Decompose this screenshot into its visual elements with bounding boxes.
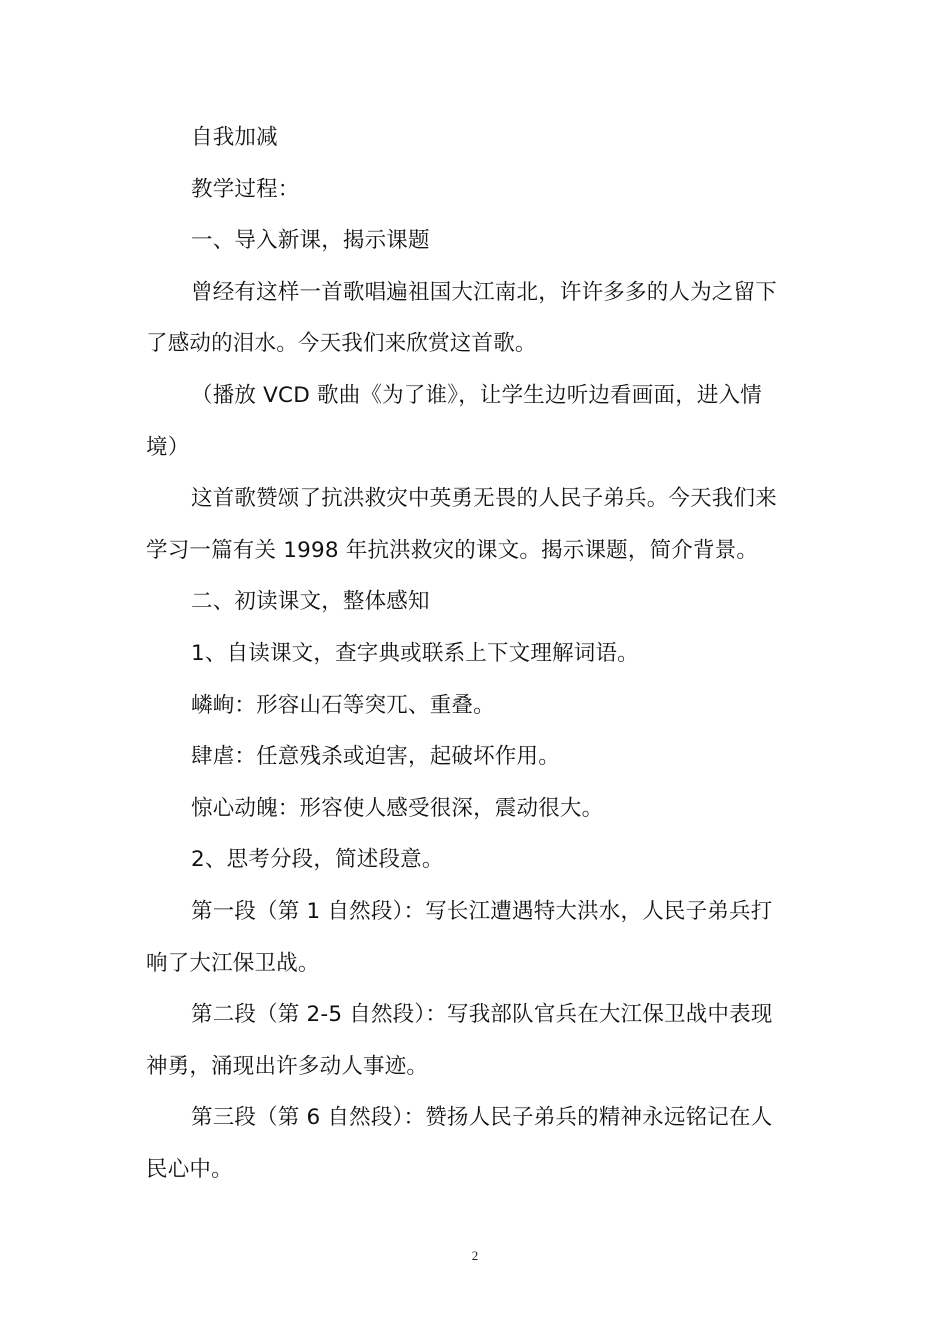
text-line-6: （播放 VCD 歌曲《为了谁》，让学生边听边看画面，进入情	[191, 382, 762, 408]
document-body	[146, 112, 806, 1195]
text-line-11: 1、自读课文，查字典或联系上下文理解词语。	[191, 640, 639, 666]
text-line-19: 神勇，涌现出许多动人事迹。	[146, 1053, 429, 1079]
page-number: 2	[471, 1248, 479, 1263]
text-line-8: 这首歌赞颂了抗洪救灾中英勇无畏的人民子弟兵。今天我们来	[191, 486, 777, 512]
section-heading-1: 一、导入新课，揭示课题	[191, 228, 430, 254]
text-line-15: 2、思考分段，简述段意。	[191, 847, 444, 873]
text-line-9: 学习一篇有关 1998 年抗洪救灾的课文。揭示课题，简介背景。	[146, 537, 759, 563]
section-heading-2: 二、初读课文，整体感知	[191, 589, 430, 615]
vocab-line-2: 肆虐：任意残杀或迫害，起破坏作用。	[191, 744, 560, 770]
paragraph-summary-1: 第一段（第 1 自然段）：写长江遭遇特大洪水，人民子弟兵打	[191, 898, 773, 924]
vocab-line-1: 嶙峋：形容山石等突兀、重叠。	[191, 692, 495, 718]
text-line-17: 响了大江保卫战。	[146, 950, 320, 976]
paragraph-summary-3: 第三段（第 6 自然段）：赞扬人民子弟兵的精神永远铭记在人	[191, 1105, 773, 1131]
text-line-7: 境）	[146, 434, 190, 460]
vocab-line-3: 惊心动魄：形容使人感受很深，震动很大。	[191, 795, 604, 821]
text-line-5: 了感动的泪水。今天我们来欣赏这首歌。	[146, 331, 537, 357]
text-line-2: 教学过程：	[191, 176, 300, 202]
paragraph-summary-2: 第二段（第 2-5 自然段）：写我部队官兵在大江保卫战中表现	[191, 1002, 773, 1028]
text-line-1: 自我加减	[191, 125, 278, 150]
text-line-21: 民心中。	[146, 1156, 233, 1182]
text-line-4: 曾经有这样一首歌唱遍祖国大江南北，许许多多的人为之留下	[191, 279, 777, 305]
